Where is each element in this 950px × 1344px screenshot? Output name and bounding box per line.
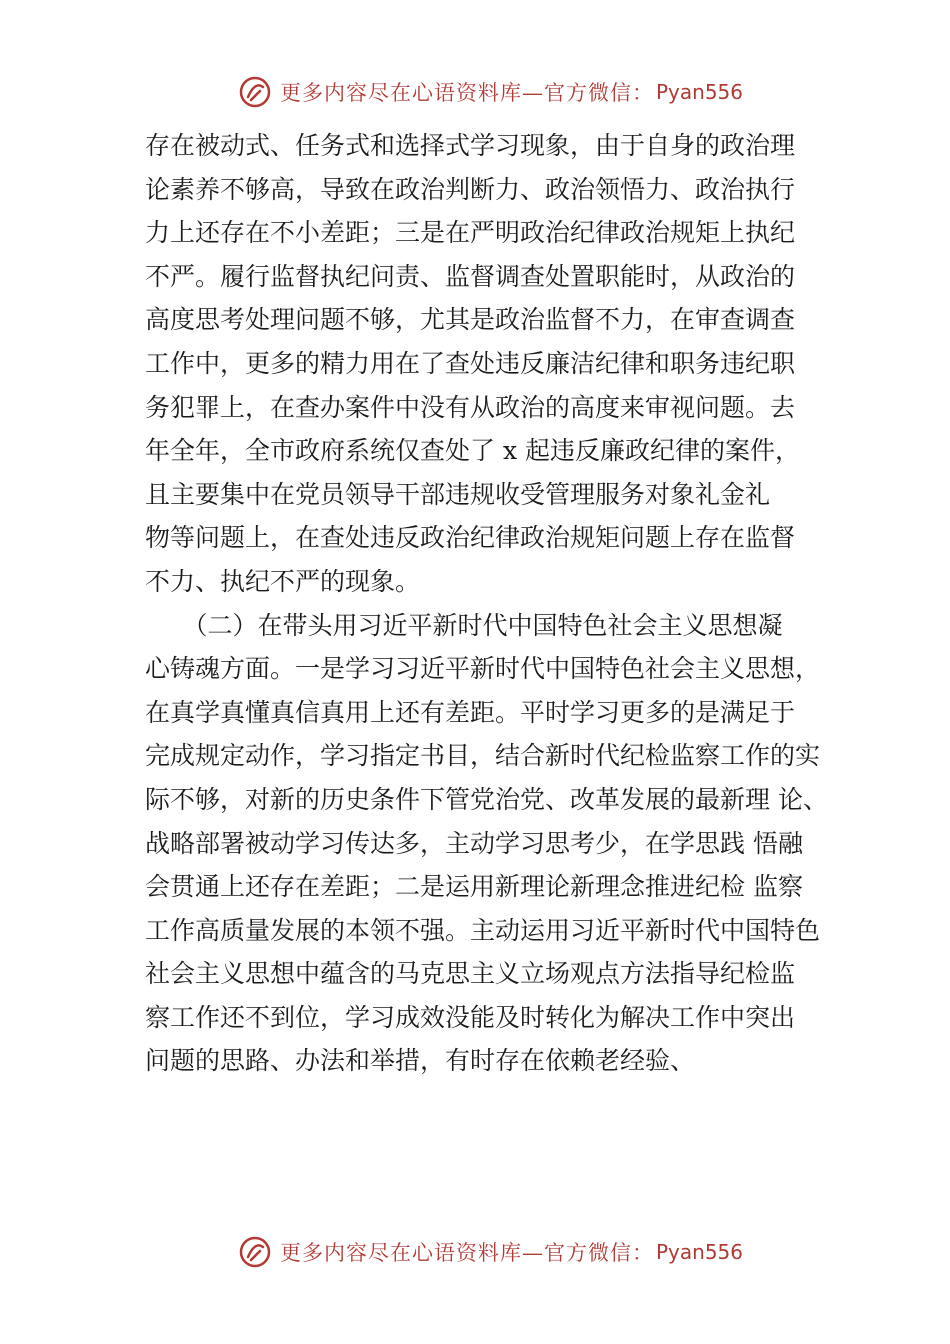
body-line: 在真学真懂真信真用上还有差距。平时学习更多的是满足于 [145, 697, 796, 727]
header-slogan: 更多内容尽在心语资料库—官方微信： [280, 81, 654, 105]
header-wechat-id: Pyan556 [656, 80, 744, 104]
body-line: 不严。履行监督执纪问责、监督调查处置职能时，从政治的 [145, 261, 796, 291]
brand-logo-icon [238, 1235, 272, 1269]
brand-logo-icon [238, 75, 272, 109]
body-line: 问题的思路、办法和举措，有时存在依赖老经验、 [145, 1046, 696, 1076]
body-line: 察工作还不到位，学习成效没能及时转化为解决工作中突出 [145, 1002, 796, 1032]
body-line: 完成规定动作，学习指定书目，结合新时代纪检监察工作的实 [145, 741, 821, 771]
footer-wechat-id: Pyan556 [656, 1240, 744, 1264]
body-line: 年全年，全市政府系统仅查处了 x 起违反廉政纪律的案件， [145, 436, 800, 466]
body-line: 存在被动式、任务式和选择式学习现象，由于自身的政治理 [145, 131, 796, 160]
body-line: 心铸魂方面。一是学习习近平新时代中国特色社会主义思想， [145, 654, 821, 684]
body-line: 务犯罪上，在查办案件中没有从政治的高度来审视问题。去 [145, 392, 796, 422]
footer-watermark-banner [238, 1232, 758, 1272]
body-line: 社会主义思想中蕴含的马克思主义立场观点方法指导纪检监 [145, 959, 796, 989]
footer-slogan: 更多内容尽在心语资料库—官方微信： [280, 1241, 654, 1265]
body-line: 际不够，对新的历史条件下管党治党、改革发展的最新理 论、 [145, 784, 828, 814]
body-line: 会贯通上还存在差距；二是运用新理论新理念推进纪检 监察 [145, 872, 803, 902]
body-line: 物等问题上，在查处违反政治纪律政治规矩问题上存在监督 [145, 523, 796, 553]
document-body [145, 124, 835, 1083]
body-line: 高度思考处理问题不够，尤其是政治监督不力，在审查调查 [145, 305, 796, 335]
body-line: 不力、执纪不严的现象。 [145, 566, 421, 596]
body-line: 工作高质量发展的本领不强。主动运用习近平新时代中国特色 [145, 915, 821, 945]
body-line: 工作中，更多的精力用在了查处违反廉洁纪律和职务违纪职 [145, 348, 796, 378]
body-line: 战略部署被动学习传达多，主动学习思考少，在学思践 悟融 [145, 828, 803, 858]
section-heading-line: （二）在带头用习近平新时代中国特色社会主义思想凝 [145, 610, 783, 640]
body-line: 且主要集中在党员领导干部违规收受管理服务对象礼金礼 [145, 479, 771, 509]
body-line: 力上还存在不小差距；三是在严明政治纪律政治规矩上执纪 [145, 218, 796, 248]
body-line: 论素养不够高，导致在政治判断力、政治领悟力、政治执行 [145, 174, 796, 204]
header-watermark-banner [238, 72, 758, 112]
